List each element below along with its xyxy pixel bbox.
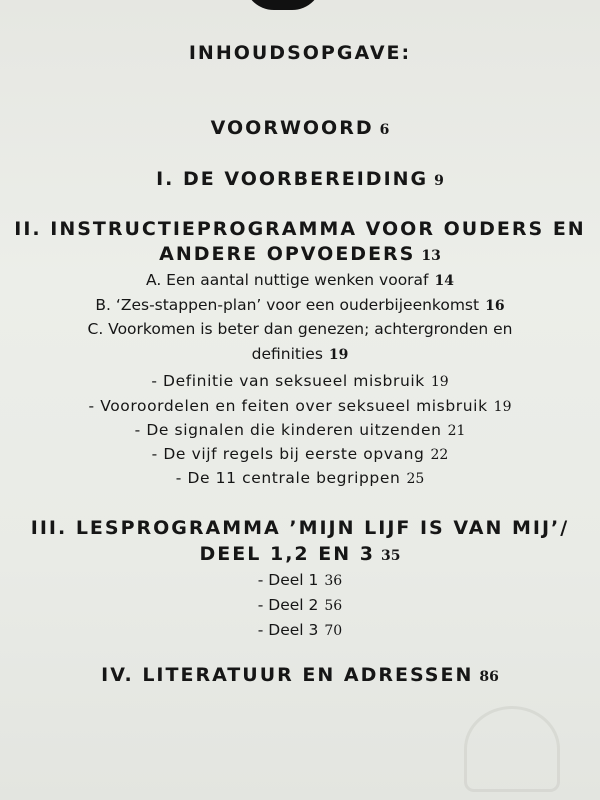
toc-item <box>0 420 600 439</box>
entry-label: - Deel 3 <box>257 621 319 639</box>
entry-page: 21 <box>447 423 466 439</box>
entry-label: - De 11 centrale begrippen <box>175 469 401 487</box>
toc-title: INHOUDSOPGAVE: <box>188 42 412 64</box>
toc-subentry-b <box>0 295 600 314</box>
entry-label: - De vijf regels bij eerste opvang <box>151 445 425 463</box>
page-top-tab <box>244 0 322 10</box>
toc-subentry-c-line2 <box>0 344 600 363</box>
toc-item <box>0 396 600 415</box>
entry-label: - Deel 1 <box>257 571 319 589</box>
entry-label: B. ‘Zes-stappen-plan’ voor een ouderbijeenkomst <box>95 296 480 314</box>
entry-page: 19 <box>328 347 349 363</box>
entry-page: 14 <box>434 273 454 289</box>
entry-page: 25 <box>406 471 425 487</box>
entry-page: 9 <box>434 173 444 189</box>
entry-page: 19 <box>430 374 449 390</box>
toc-entry-chapter-1 <box>0 168 600 190</box>
entry-label: A. Een aantal nuttige wenken vooraf <box>145 271 429 289</box>
toc-entry-voorwoord <box>0 117 600 139</box>
toc-item-deel-3 <box>0 620 600 639</box>
toc-item-deel-1 <box>0 570 600 589</box>
toc-entry-chapter-4 <box>0 664 600 686</box>
toc-entry-chapter-3-line2 <box>0 543 600 565</box>
entry-label: - Definitie van seksueel misbruik <box>151 372 425 390</box>
entry-label: - Vooroordelen en feiten over seksueel misbruik <box>88 397 488 415</box>
toc-entry-chapter-3-line1: III. LESPROGRAMMA ’MIJN LIJF IS VAN MIJ’/ <box>30 517 570 539</box>
entry-label: definities <box>251 345 323 363</box>
entry-page: 35 <box>380 548 401 564</box>
entry-page: 16 <box>485 298 505 314</box>
entry-page: 86 <box>479 669 499 685</box>
entry-label: IV. LITERATUUR EN ADRESSEN <box>101 664 474 686</box>
entry-page: 56 <box>324 598 343 614</box>
entry-label: I. DE VOORBEREIDING <box>156 168 429 190</box>
toc-item <box>0 468 600 487</box>
entry-label: DEEL 1,2 EN 3 <box>199 543 375 565</box>
toc-subentry-c-line1: C. Voorkomen is beter dan genezen; achtergronden en <box>87 320 513 338</box>
entry-page: 19 <box>493 399 512 415</box>
entry-label: - De signalen die kinderen uitzenden <box>134 421 442 439</box>
toc-entry-chapter-2-line1: II. INSTRUCTIEPROGRAMMA VOOR OUDERS EN <box>14 218 586 240</box>
toc-item <box>0 371 600 390</box>
entry-page: 70 <box>324 623 343 639</box>
entry-label: ANDERE OPVOEDERS <box>159 243 416 265</box>
entry-label: - Deel 2 <box>257 596 319 614</box>
entry-page: 6 <box>379 122 390 138</box>
toc-item-deel-2 <box>0 595 600 614</box>
show-through-shape <box>464 706 560 792</box>
toc-item <box>0 444 600 463</box>
entry-label: VOORWOORD <box>210 117 374 139</box>
entry-page: 22 <box>430 447 449 463</box>
toc-entry-chapter-2-line2 <box>0 243 600 265</box>
toc-subentry-a <box>0 270 600 289</box>
entry-page: 13 <box>421 248 441 264</box>
entry-page: 36 <box>324 573 343 589</box>
